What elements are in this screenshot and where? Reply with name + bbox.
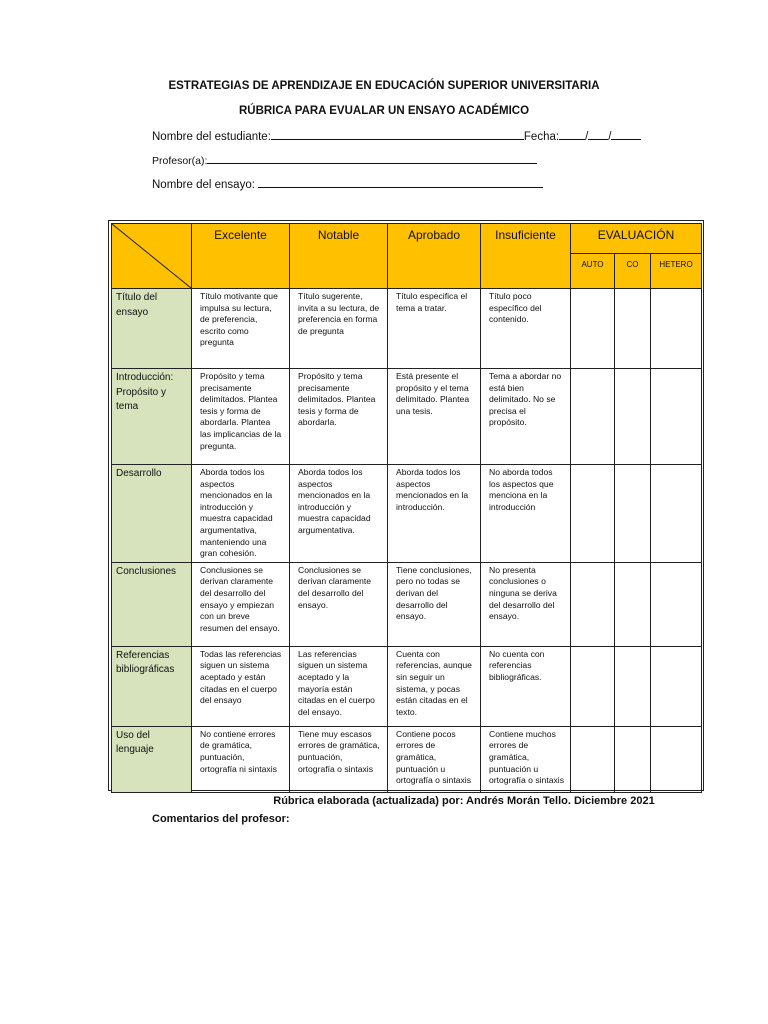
date-year-field[interactable]: [611, 128, 641, 140]
score-cell-hetero[interactable]: [651, 369, 702, 465]
rubric-table: [111, 223, 702, 793]
essay-name-label: Nombre del ensayo:: [152, 179, 259, 191]
descriptor-cell: Título especifica el tema a tratar.: [388, 289, 481, 369]
date-label: Fecha:: [523, 131, 560, 143]
score-cell-auto[interactable]: [571, 646, 615, 726]
table-row: [112, 562, 702, 646]
comments-label: Comentarios del profesor:: [152, 813, 290, 825]
score-cell-auto[interactable]: [571, 465, 615, 563]
score-cell-co[interactable]: [615, 465, 651, 563]
date-month-field[interactable]: [588, 128, 608, 140]
score-cell-hetero[interactable]: [651, 465, 702, 563]
professor-field[interactable]: [207, 152, 537, 164]
table-row: [112, 726, 702, 792]
score-cell-co[interactable]: [615, 369, 651, 465]
document-subtitle: RÚBRICA PARA EVUALAR UN ENSAYO ACADÉMICO: [238, 105, 530, 117]
descriptor-cell: Aborda todos los aspectos mencionados en la introducción y muestra capacidad argumentativa.: [290, 465, 388, 563]
diagonal-line: [112, 224, 191, 288]
descriptor-cell: Aborda todos los aspectos mencionados en la introducción.: [388, 465, 481, 563]
eval-col-hetero: HETERO: [651, 254, 702, 289]
descriptor-cell: No aborda todos los aspectos que menciona en la introducción: [481, 465, 571, 563]
score-cell-hetero[interactable]: [651, 562, 702, 646]
descriptor-cell: Está presente el propósito y el tema delimitado. Plantea una tesis.: [388, 369, 481, 465]
table-row: [112, 289, 702, 369]
level-header-excelente: Excelente: [192, 224, 290, 289]
student-name-label: Nombre del estudiante:: [152, 131, 271, 143]
descriptor-cell: Todas las referencias siguen un sistema aceptado y están citadas en el cuerpo del ensayo: [192, 646, 290, 726]
descriptor-cell: Aborda todos los aspectos mencionados en la introducción y muestra capacidad argumentativa, manteniendo una gran cohesión.: [192, 465, 290, 563]
date-separator: /: [608, 131, 612, 143]
evaluation-header: EVALUACIÓN: [571, 224, 702, 254]
descriptor-cell: Cuenta con referencias, aunque sin seguir un sistema, y pocas están citadas en el texto.: [388, 646, 481, 726]
student-date-line: [152, 128, 641, 143]
professor-line: [152, 152, 537, 167]
score-cell-hetero[interactable]: [651, 646, 702, 726]
descriptor-cell: Contiene muchos errores de gramática, puntuación u ortografía o sintaxis: [481, 726, 571, 792]
table-row: [112, 646, 702, 726]
document-title: ESTRATEGIAS DE APRENDIZAJE EN EDUCACIÓN SUPERIOR UNIVERSITARIA: [168, 80, 600, 92]
date-day-field[interactable]: [559, 128, 585, 140]
descriptor-cell: Propósito y tema precisamente delimitados. Plantea tesis y forma de abordarla.: [290, 369, 388, 465]
descriptor-cell: Tema a abordar no está bien delimitado. No se precisa el propósito.: [481, 369, 571, 465]
score-cell-hetero[interactable]: [651, 289, 702, 369]
score-cell-co[interactable]: [615, 562, 651, 646]
descriptor-cell: Conclusiones se derivan claramente del desarrollo del ensayo.: [290, 562, 388, 646]
criterion-cell: Conclusiones: [112, 562, 192, 646]
essay-name-field[interactable]: [258, 176, 543, 188]
criterion-cell: Referencias bibliográficas: [112, 646, 192, 726]
criterion-cell: Uso del lenguaje: [112, 726, 192, 792]
descriptor-cell: Título sugerente, invita a su lectura, de preferencia en forma de pregunta: [290, 289, 388, 369]
score-cell-hetero[interactable]: [651, 726, 702, 792]
criterion-cell: Introducción: Propósito y tema: [112, 369, 192, 465]
score-cell-co[interactable]: [615, 726, 651, 792]
level-header-insuficiente: Insuficiente: [481, 224, 571, 289]
student-name-field[interactable]: [271, 128, 524, 140]
rubric-credit: Rúbrica elaborada (actualizada) por: Andrés Morán Tello. Diciembre 2021: [273, 795, 655, 807]
date-separator: /: [585, 131, 589, 143]
descriptor-cell: Título poco específico del contenido.: [481, 289, 571, 369]
descriptor-cell: Tiene muy escasos errores de gramática, puntuación, ortografía o sintaxis: [290, 726, 388, 792]
table-row: [112, 465, 702, 563]
descriptor-cell: No presenta conclusiones o ninguna se deriva del desarrollo del ensayo.: [481, 562, 571, 646]
criterion-cell: Título del ensayo: [112, 289, 192, 369]
level-header-notable: Notable: [290, 224, 388, 289]
score-cell-co[interactable]: [615, 289, 651, 369]
score-cell-auto[interactable]: [571, 562, 615, 646]
descriptor-cell: Título motivante que impulsa su lectura, de preferencia, escrito como pregunta: [192, 289, 290, 369]
essay-line: [152, 176, 543, 191]
eval-col-co: CO: [615, 254, 651, 289]
descriptor-cell: No contiene errores de gramática, puntuación, ortografía ni sintaxis: [192, 726, 290, 792]
descriptor-cell: No cuenta con referencias bibliográficas.: [481, 646, 571, 726]
descriptor-cell: Tiene conclusiones, pero no todas se derivan del desarrollo del ensayo.: [388, 562, 481, 646]
score-cell-auto[interactable]: [571, 369, 615, 465]
score-cell-co[interactable]: [615, 646, 651, 726]
score-cell-auto[interactable]: [571, 726, 615, 792]
descriptor-cell: Propósito y tema precisamente delimitados. Plantea tesis y forma de abordarla. Plantea las implicancias de la pregunta.: [192, 369, 290, 465]
score-cell-auto[interactable]: [571, 289, 615, 369]
criterion-cell: Desarrollo: [112, 465, 192, 563]
descriptor-cell: Conclusiones se derivan claramente del desarrollo del ensayo y empiezan con un breve resumen del ensayo.: [192, 562, 290, 646]
table-row: [112, 369, 702, 465]
eval-col-auto: AUTO: [571, 254, 615, 289]
descriptor-cell: Contiene pocos errores de gramática, puntuación u ortografía o sintaxis: [388, 726, 481, 792]
professor-label: Profesor(a):: [152, 155, 208, 167]
header-corner-cell: [112, 224, 192, 289]
level-header-aprobado: Aprobado: [388, 224, 481, 289]
descriptor-cell: Las referencias siguen un sistema aceptado y la mayoría están citadas en el cuerpo del ensayo.: [290, 646, 388, 726]
